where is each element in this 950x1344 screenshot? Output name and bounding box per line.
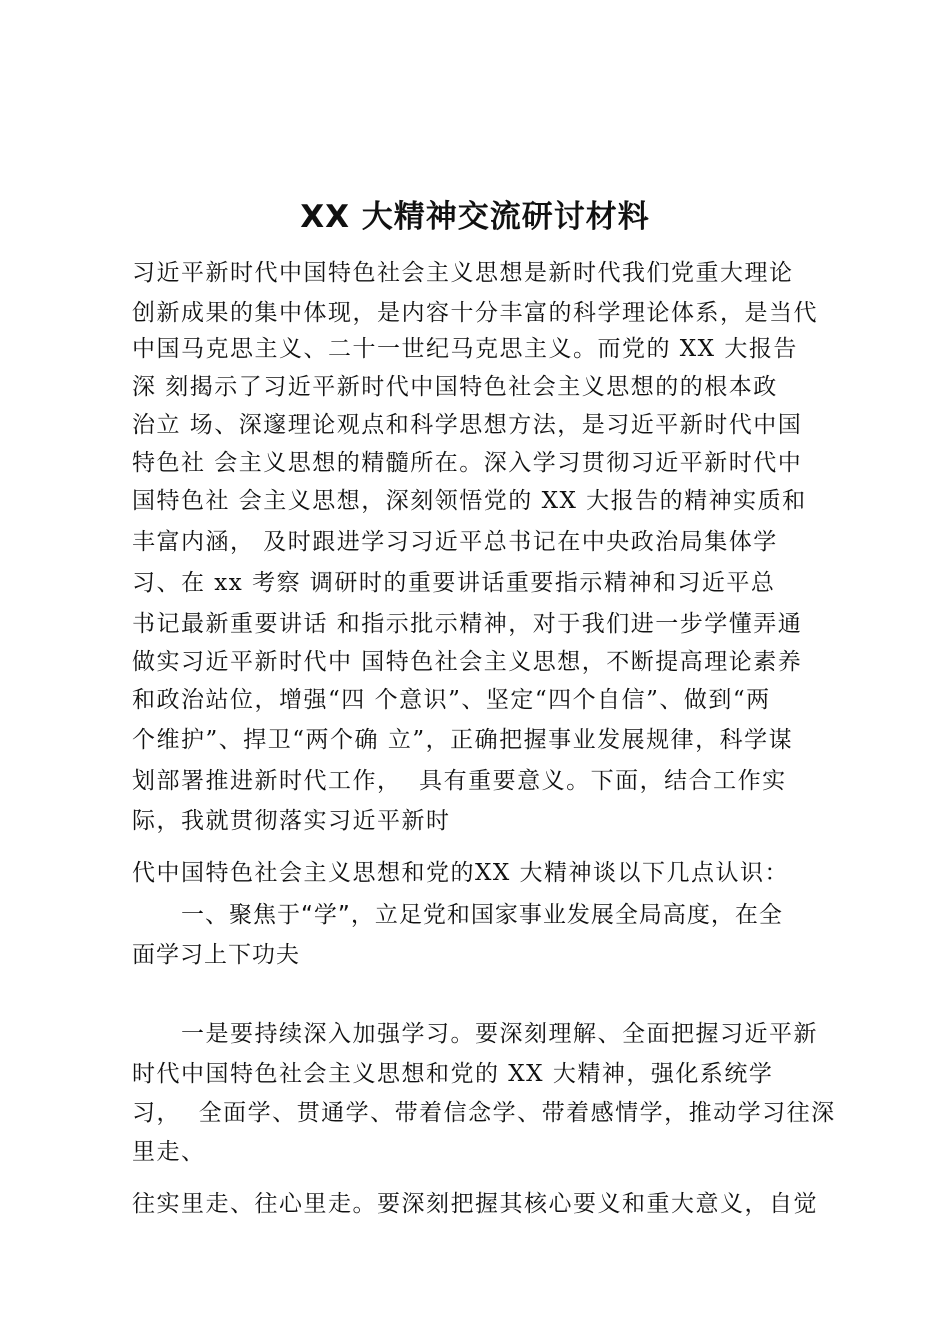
intro-line-6: 特色社 会主义思想的精髓所在。深入学习贯彻习近平新时代中 [132, 450, 803, 476]
section1-para-line-1: 一是要持续深入加强学习。要深刻理解、全面把握习近平新 [181, 1021, 818, 1047]
intro-line-5: 治立 场、深邃理论观点和科学思想方法，是习近平新时代中国 [132, 412, 803, 438]
intro-line-13: 个维护”、捍卫“两个确 立”，正确把握事业发展规律，科学谋 [132, 727, 794, 753]
intro-line-15: 际，我就贯彻落实习近平新时 [132, 808, 451, 834]
section1-para-continuation: 往实里走、往心里走。要深刻把握其核心要义和重大意义，自觉 [132, 1191, 818, 1217]
section1-heading-line2: 面学习上下功夫 [132, 942, 300, 968]
section1-para-line-4: 里走、 [132, 1139, 206, 1165]
intro-line-10: 书记最新重要讲话 和指示批示精神，对于我们进一步学懂弄通 [132, 611, 803, 637]
intro-line-11: 做实习近平新时代中 国特色社会主义思想，不断提高理论素养 [132, 649, 803, 675]
intro-line-14: 划部署推进新时代工作， 具有重要意义。下面，结合工作实 [132, 768, 787, 794]
intro-line-4: 深 刻揭示了习近平新时代中国特色社会主义思想的的根本政 [132, 374, 778, 400]
document-title: XX 大精神交流研讨材料 [300, 199, 650, 235]
intro-line-1: 习近平新时代中国特色社会主义思想是新时代我们党重大理论 [132, 260, 794, 286]
intro-continuation: 代中国特色社会主义思想和党的XX 大精神谈以下几点认识： [132, 860, 790, 886]
intro-line-8: 丰富内涵， 及时跟进学习习近平总书记在中央政治局集体学 [132, 529, 778, 555]
section1-heading-line1: 一、聚焦于“学”，立足党和国家事业发展全局高度，在全 [181, 902, 783, 928]
intro-line-7: 国特色社 会主义思想，深刻领悟党的 XX 大报告的精神实质和 [132, 488, 807, 514]
intro-line-9: 习、在 xx 考察 调研时的重要讲话重要指示精神和习近平总 [132, 570, 776, 596]
intro-line-2: 创新成果的集中体现，是内容十分丰富的科学理论体系，是当代 [132, 300, 818, 326]
section1-para-line-2: 时代中国特色社会主义思想和党的 XX 大精神，强化系统学 [132, 1061, 774, 1087]
section1-para-line-3: 习， 全面学、贯通学、带着信念学、带着感情学，推动学习往深 [132, 1100, 836, 1126]
intro-line-3: 中国马克思主义、二十一世纪马克思主义。而党的 XX 大报告 [132, 336, 798, 362]
intro-line-12: 和政治站位，增强“四 个意识”、坚定“四个自信”、做到“两 [132, 687, 771, 713]
